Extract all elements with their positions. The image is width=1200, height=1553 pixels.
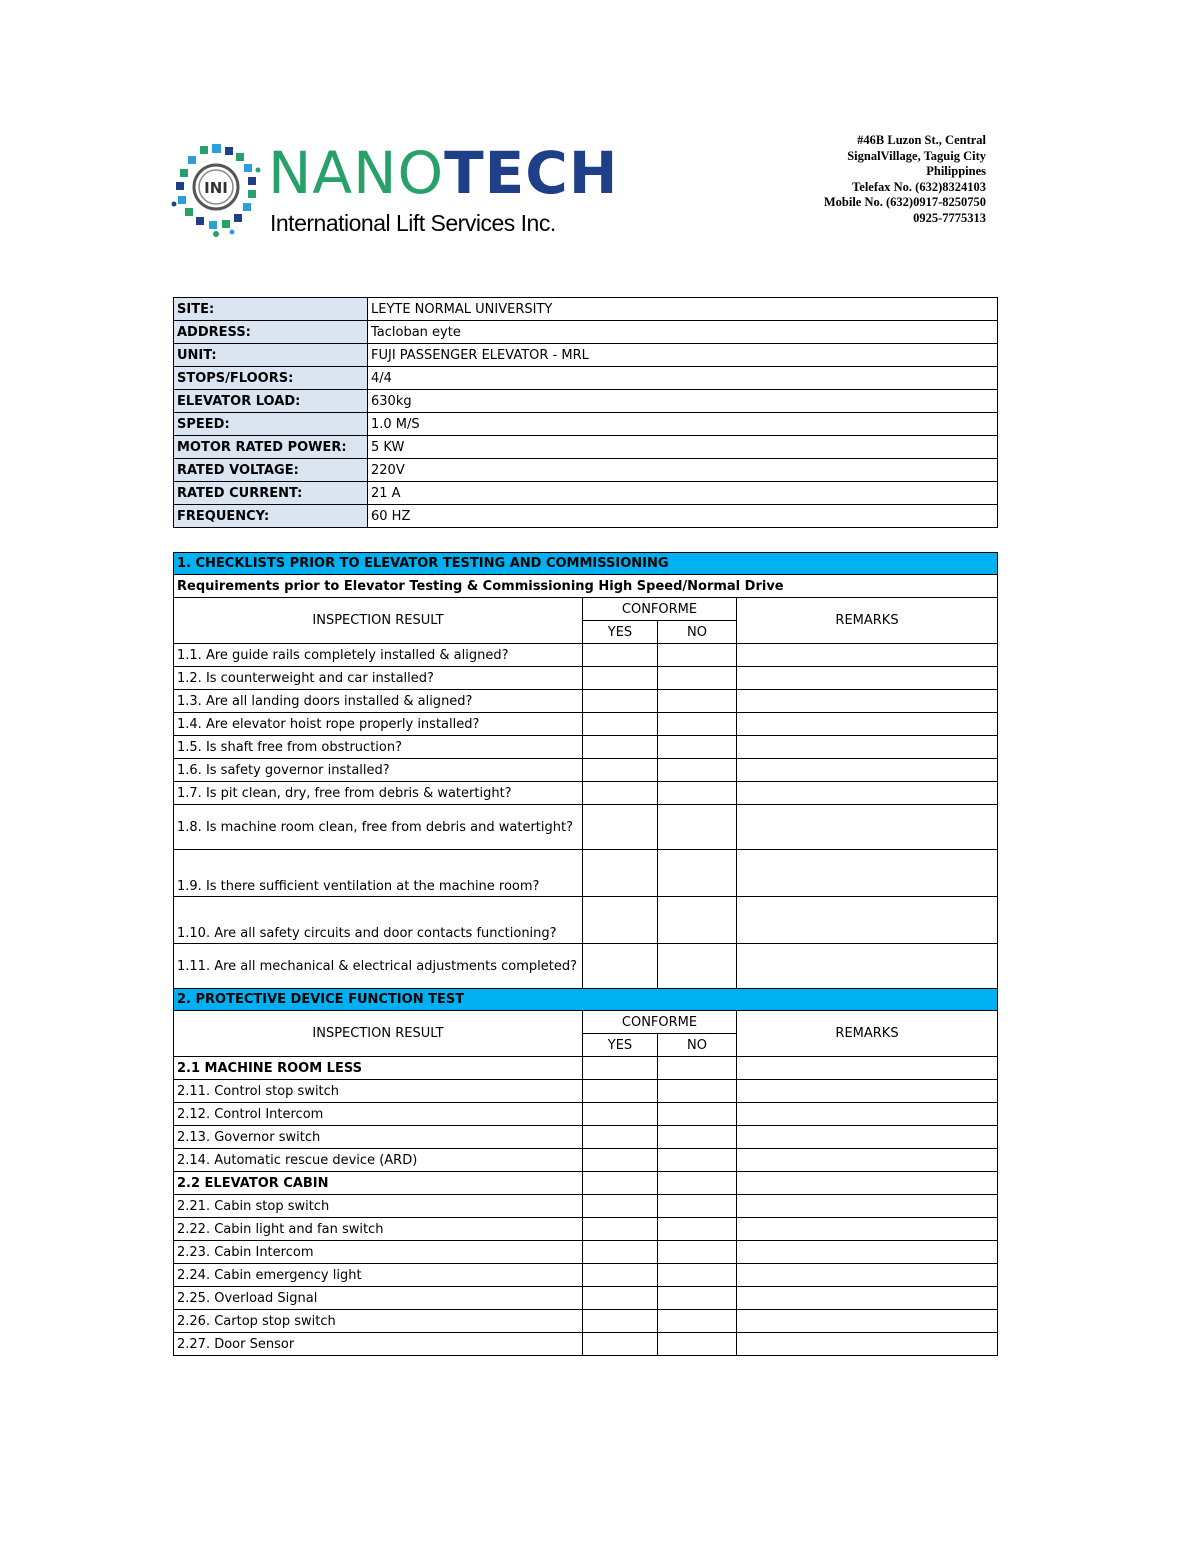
no-cell[interactable]	[658, 1057, 737, 1080]
no-checkbox-cell[interactable]	[658, 1241, 737, 1264]
no-checkbox-cell[interactable]	[658, 1333, 737, 1356]
yes-cell[interactable]	[583, 1057, 658, 1080]
info-label: SPEED:	[174, 413, 368, 436]
column-header-remarks: REMARKS	[737, 1011, 998, 1057]
remarks-cell[interactable]	[737, 1172, 998, 1195]
remarks-cell[interactable]	[737, 1241, 998, 1264]
info-value[interactable]: LEYTE NORMAL UNIVERSITY	[368, 298, 998, 321]
checklist-row	[174, 1310, 998, 1333]
checklist-row	[174, 1287, 998, 1310]
company-logo	[170, 140, 640, 240]
no-checkbox-cell[interactable]	[658, 644, 737, 667]
inspection-item: 2.23. Cabin Intercom	[174, 1241, 583, 1264]
inspection-item: 2.25. Overload Signal	[174, 1287, 583, 1310]
checklist-row	[174, 690, 998, 713]
info-label: ADDRESS:	[174, 321, 368, 344]
info-row	[174, 321, 998, 344]
brand-tagline: International Lift Services Inc.	[270, 210, 556, 236]
inspection-item: 1.8. Is machine room clean, free from debris and watertight?	[174, 805, 583, 850]
yes-checkbox-cell[interactable]	[583, 1149, 658, 1172]
info-row	[174, 436, 998, 459]
yes-checkbox-cell[interactable]	[583, 644, 658, 667]
column-header-yes: YES	[583, 621, 658, 644]
no-checkbox-cell[interactable]	[658, 1126, 737, 1149]
column-header-conforme: CONFORME	[583, 598, 737, 621]
info-value[interactable]: 60 HZ	[368, 505, 998, 528]
checklist-table	[173, 552, 998, 1356]
site-info-table	[173, 297, 998, 528]
remarks-cell[interactable]	[737, 1310, 998, 1333]
company-address	[824, 133, 986, 226]
checklist-row	[174, 897, 998, 944]
svg-text:INI: INI	[204, 179, 228, 197]
address-line: SignalVillage, Taguig City	[847, 148, 986, 163]
section-header	[174, 553, 998, 575]
info-value[interactable]: FUJI PASSENGER ELEVATOR - MRL	[368, 344, 998, 367]
yes-checkbox-cell[interactable]	[583, 897, 658, 944]
no-checkbox-cell[interactable]	[658, 1218, 737, 1241]
address-line: Philippines	[926, 164, 986, 178]
info-row	[174, 482, 998, 505]
remarks-cell[interactable]	[737, 644, 998, 667]
no-checkbox-cell[interactable]	[658, 782, 737, 805]
section-header	[174, 989, 998, 1011]
address-line: #46B Luzon St., Central	[857, 133, 986, 147]
checklist-row	[174, 850, 998, 897]
yes-checkbox-cell[interactable]	[583, 759, 658, 782]
info-row	[174, 459, 998, 482]
yes-checkbox-cell[interactable]	[583, 1333, 658, 1356]
inspection-item: 1.10. Are all safety circuits and door contacts functioning?	[174, 897, 583, 944]
remarks-cell[interactable]	[737, 736, 998, 759]
remarks-cell[interactable]	[737, 667, 998, 690]
info-value[interactable]: 4/4	[368, 367, 998, 390]
inspection-item: 2.26. Cartop stop switch	[174, 1310, 583, 1333]
checklist-row	[174, 1264, 998, 1287]
no-checkbox-cell[interactable]	[658, 897, 737, 944]
column-header-inspection: INSPECTION RESULT	[174, 598, 583, 644]
inspection-item: 1.4. Are elevator hoist rope properly installed?	[174, 713, 583, 736]
inspection-item: 1.5. Is shaft free from obstruction?	[174, 736, 583, 759]
no-checkbox-cell[interactable]	[658, 1080, 737, 1103]
remarks-cell[interactable]	[737, 944, 998, 989]
info-row	[174, 367, 998, 390]
checklist-row	[174, 1241, 998, 1264]
no-checkbox-cell[interactable]	[658, 1149, 737, 1172]
column-header-no: NO	[658, 621, 737, 644]
remarks-cell[interactable]	[737, 1333, 998, 1356]
yes-checkbox-cell[interactable]	[583, 736, 658, 759]
no-cell[interactable]	[658, 1172, 737, 1195]
no-checkbox-cell[interactable]	[658, 1103, 737, 1126]
checklist-row	[174, 1218, 998, 1241]
yes-checkbox-cell[interactable]	[583, 1080, 658, 1103]
inspection-item: 2.1 MACHINE ROOM LESS	[174, 1057, 583, 1080]
remarks-cell[interactable]	[737, 897, 998, 944]
checklist-row	[174, 782, 998, 805]
inspection-item: 2.22. Cabin light and fan switch	[174, 1218, 583, 1241]
remarks-cell[interactable]	[737, 1080, 998, 1103]
remarks-cell[interactable]	[737, 805, 998, 850]
column-header-yes: YES	[583, 1034, 658, 1057]
yes-checkbox-cell[interactable]	[583, 713, 658, 736]
section-title: 2. PROTECTIVE DEVICE FUNCTION TEST	[174, 989, 998, 1011]
inspection-item: 2.12. Control Intercom	[174, 1103, 583, 1126]
no-checkbox-cell[interactable]	[658, 667, 737, 690]
no-checkbox-cell[interactable]	[658, 1287, 737, 1310]
no-checkbox-cell[interactable]	[658, 736, 737, 759]
checklist-row	[174, 713, 998, 736]
inspection-item: 2.21. Cabin stop switch	[174, 1195, 583, 1218]
no-checkbox-cell[interactable]	[658, 1264, 737, 1287]
group-row	[174, 1057, 998, 1080]
remarks-cell[interactable]	[737, 1126, 998, 1149]
column-header-remarks: REMARKS	[737, 598, 998, 644]
yes-checkbox-cell[interactable]	[583, 1310, 658, 1333]
remarks-cell[interactable]	[737, 1103, 998, 1126]
info-label: SITE:	[174, 298, 368, 321]
info-row	[174, 298, 998, 321]
inspection-item: 2.11. Control stop switch	[174, 1080, 583, 1103]
info-value[interactable]: 630kg	[368, 390, 998, 413]
inspection-item: 1.2. Is counterweight and car installed?	[174, 667, 583, 690]
yes-checkbox-cell[interactable]	[583, 782, 658, 805]
telefax-line: Telefax No. (632)8324103	[852, 179, 986, 194]
yes-checkbox-cell[interactable]	[583, 1287, 658, 1310]
info-label: MOTOR RATED POWER:	[174, 436, 368, 459]
remarks-cell[interactable]	[737, 1218, 998, 1241]
remarks-cell[interactable]	[737, 782, 998, 805]
no-checkbox-cell[interactable]	[658, 1310, 737, 1333]
inspection-item: 2.13. Governor switch	[174, 1126, 583, 1149]
yes-checkbox-cell[interactable]	[583, 1264, 658, 1287]
checklist-row	[174, 736, 998, 759]
remarks-cell[interactable]	[737, 713, 998, 736]
info-value[interactable]: Tacloban eyte	[368, 321, 998, 344]
checklist-row	[174, 1080, 998, 1103]
yes-checkbox-cell[interactable]	[583, 1241, 658, 1264]
remarks-cell[interactable]	[737, 1149, 998, 1172]
no-checkbox-cell[interactable]	[658, 713, 737, 736]
yes-checkbox-cell[interactable]	[583, 667, 658, 690]
yes-checkbox-cell[interactable]	[583, 1103, 658, 1126]
no-checkbox-cell[interactable]	[658, 944, 737, 989]
brand-name: NANOTECH	[268, 139, 619, 207]
inspection-item: 2.24. Cabin emergency light	[174, 1264, 583, 1287]
remarks-cell[interactable]	[737, 1195, 998, 1218]
column-header-inspection: INSPECTION RESULT	[174, 1011, 583, 1057]
checklist-row	[174, 644, 998, 667]
checklist-row	[174, 1126, 998, 1149]
yes-checkbox-cell[interactable]	[583, 1126, 658, 1149]
inspection-item: 2.2 ELEVATOR CABIN	[174, 1172, 583, 1195]
checklist-row	[174, 667, 998, 690]
no-checkbox-cell[interactable]	[658, 850, 737, 897]
yes-cell[interactable]	[583, 1172, 658, 1195]
info-value[interactable]: 1.0 M/S	[368, 413, 998, 436]
inspection-item: 2.14. Automatic rescue device (ARD)	[174, 1149, 583, 1172]
info-row	[174, 390, 998, 413]
inspection-item: 1.9. Is there sufficient ventilation at the machine room?	[174, 850, 583, 897]
remarks-cell[interactable]	[737, 1287, 998, 1310]
no-checkbox-cell[interactable]	[658, 1195, 737, 1218]
no-checkbox-cell[interactable]	[658, 805, 737, 850]
column-header-conforme: CONFORME	[583, 1011, 737, 1034]
yes-checkbox-cell[interactable]	[583, 1195, 658, 1218]
no-checkbox-cell[interactable]	[658, 690, 737, 713]
inspection-item: 1.1. Are guide rails completely installed & aligned?	[174, 644, 583, 667]
mobile-line: Mobile No. (632)0917-8250750	[823, 195, 986, 209]
info-value[interactable]: 5 KW	[368, 436, 998, 459]
info-label: RATED CURRENT:	[174, 482, 368, 505]
info-label: RATED VOLTAGE:	[174, 459, 368, 482]
yes-checkbox-cell[interactable]	[583, 805, 658, 850]
remarks-cell[interactable]	[737, 759, 998, 782]
checklist-row	[174, 1333, 998, 1356]
mobile-line: 0925-7775313	[913, 210, 986, 225]
remarks-cell[interactable]	[737, 1264, 998, 1287]
info-row	[174, 505, 998, 528]
column-header-no: NO	[658, 1034, 737, 1057]
remarks-cell[interactable]	[737, 850, 998, 897]
inspection-item: 2.27. Door Sensor	[174, 1333, 583, 1356]
checklist-row	[174, 944, 998, 989]
no-checkbox-cell[interactable]	[658, 759, 737, 782]
yes-checkbox-cell[interactable]	[583, 944, 658, 989]
checklist-row	[174, 1103, 998, 1126]
yes-checkbox-cell[interactable]	[583, 690, 658, 713]
checklist-row	[174, 1195, 998, 1218]
checklist-row	[174, 759, 998, 782]
info-label: UNIT:	[174, 344, 368, 367]
section-title: 1. CHECKLISTS PRIOR TO ELEVATOR TESTING AND COMMISSIONING	[174, 553, 998, 575]
remarks-cell[interactable]	[737, 1057, 998, 1080]
info-value[interactable]: 21 A	[368, 482, 998, 505]
yes-checkbox-cell[interactable]	[583, 1218, 658, 1241]
inspection-item: 1.7. Is pit clean, dry, free from debris & watertight?	[174, 782, 583, 805]
requirement-text: Requirements prior to Elevator Testing & Commissioning High Speed/Normal Drive	[174, 575, 998, 598]
info-label: ELEVATOR LOAD:	[174, 390, 368, 413]
group-row	[174, 1172, 998, 1195]
checklist-row	[174, 1149, 998, 1172]
logo-emblem-icon	[170, 140, 266, 240]
remarks-cell[interactable]	[737, 690, 998, 713]
info-row	[174, 344, 998, 367]
inspection-item: 1.3. Are all landing doors installed & aligned?	[174, 690, 583, 713]
yes-checkbox-cell[interactable]	[583, 850, 658, 897]
checklist-row	[174, 805, 998, 850]
info-row	[174, 413, 998, 436]
info-label: FREQUENCY:	[174, 505, 368, 528]
inspection-item: 1.6. Is safety governor installed?	[174, 759, 583, 782]
info-value[interactable]: 220V	[368, 459, 998, 482]
inspection-item: 1.11. Are all mechanical & electrical adjustments completed?	[174, 944, 583, 989]
info-label: STOPS/FLOORS:	[174, 367, 368, 390]
